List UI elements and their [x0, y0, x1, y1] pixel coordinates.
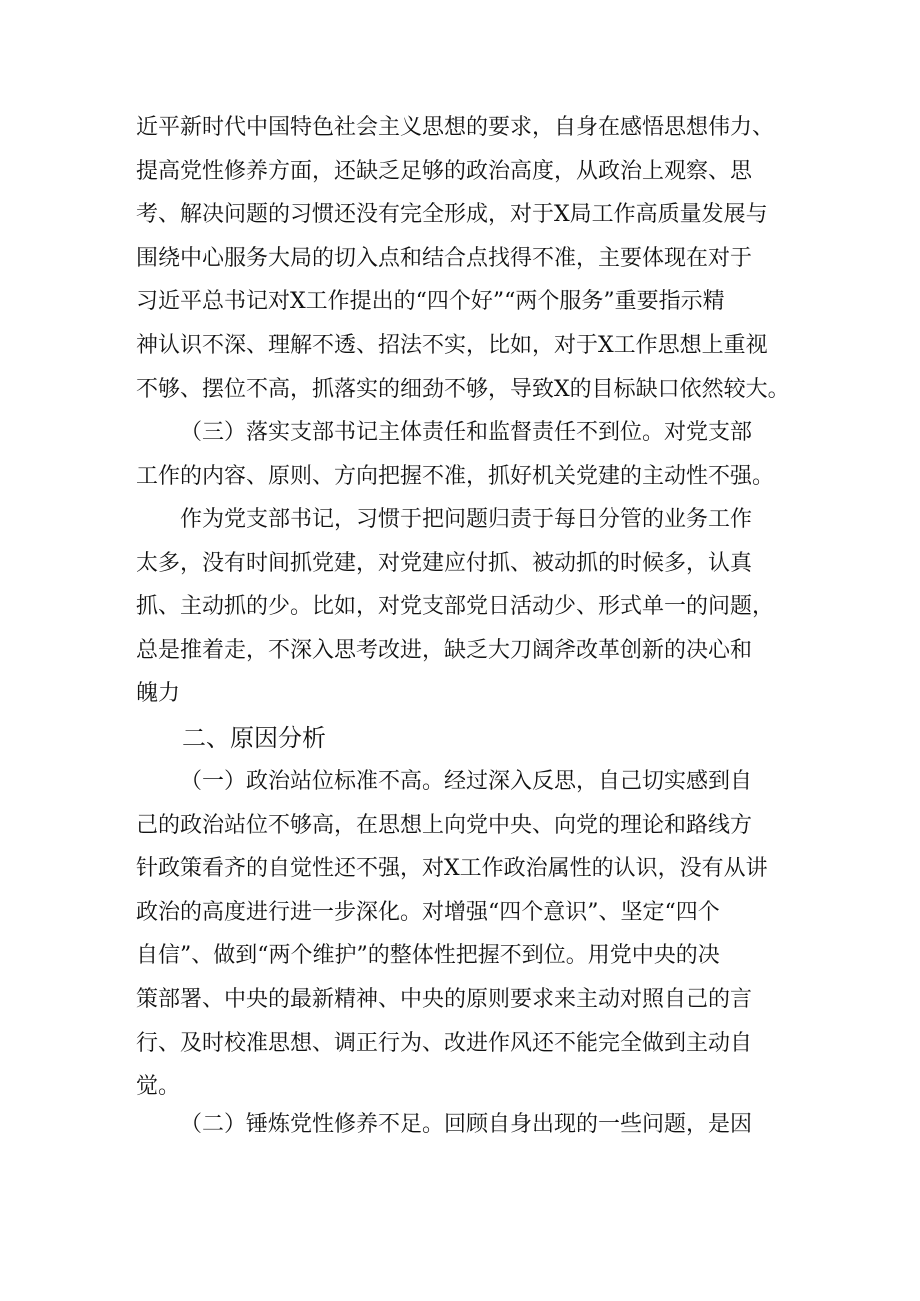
- text-line: 不够、摆位不高，抓落实的细劲不够，导致X的目标缺口依然较大。: [136, 376, 790, 402]
- section-heading: 二、原因分析: [182, 724, 326, 752]
- text-line: 工作的内容、原则、方向把握不准，抓好机关党建的主动性不强。: [136, 463, 775, 489]
- text-line: 政治的高度进行进一步深化。对增强“四个意识”、坚定“四个: [136, 899, 720, 925]
- text-line: 围绕中心服务大局的切入点和结合点找得不准，主要体现在对于: [136, 245, 753, 271]
- text-line: 提高党性修养方面，还缺乏足够的政治高度，从政治上观察、思: [136, 158, 753, 184]
- text-line: 总是推着走，不深入思考改进，缺乏大刀阔斧改革创新的决心和: [136, 637, 753, 663]
- text-line: （三）落实支部书记主体责任和监督责任不到位。对党支部: [180, 420, 753, 445]
- paragraph-5: [136, 1103, 802, 1147]
- text-line: 觉。: [136, 1074, 181, 1100]
- text-line: 针政策看齐的自觉性还不强，对X工作政治属性的认识，没有从讲: [136, 856, 768, 882]
- text-line: 习近平总书记对X工作提出的“四个好”“两个服务”重要指示精: [136, 289, 725, 315]
- paragraph-3: [136, 498, 802, 716]
- text-line: 作为党支部书记，习惯于把问题归责于每日分管的业务工作: [180, 507, 753, 532]
- text-line: （二）锤炼党性修养不足。回顾自身出现的一些问题，是因: [180, 1112, 753, 1137]
- text-line: 太多，没有时间抓党建，对党建应付抓、被动抓的时候多，认真: [136, 550, 753, 576]
- text-line: 神认识不深、理解不透、招法不实，比如，对于X工作思想上重视: [136, 332, 768, 358]
- text-line: （一）政治站位标准不高。经过深入反思，自己切实感到自: [180, 769, 753, 794]
- text-line: 自信”、做到“两个维护”的整体性把握不到位。用党中央的决: [136, 943, 720, 969]
- paragraph-4: [136, 760, 802, 1109]
- text-line: 策部署、中央的最新精神、中央的原则要求来主动对照自己的言: [136, 986, 753, 1012]
- text-line: 行、及时校准思想、调正行为、改进作风还不能完全做到主动自: [136, 1030, 753, 1056]
- text-line: 己的政治站位不够高，在思想上向党中央、向党的理论和路线方: [136, 812, 753, 838]
- text-line: 魄力: [136, 681, 181, 707]
- text-line: 考、解决问题的习惯还没有完全形成，对于X局工作高质量发展与: [136, 202, 768, 228]
- paragraph-1: [136, 106, 802, 411]
- paragraph-2: [136, 411, 802, 498]
- text-line: 抓、主动抓的少。比如，对党支部党日活动少、形式单一的问题，: [136, 594, 775, 620]
- text-line: 近平新时代中国特色社会主义思想的要求，自身在感悟思想伟力、: [136, 115, 775, 140]
